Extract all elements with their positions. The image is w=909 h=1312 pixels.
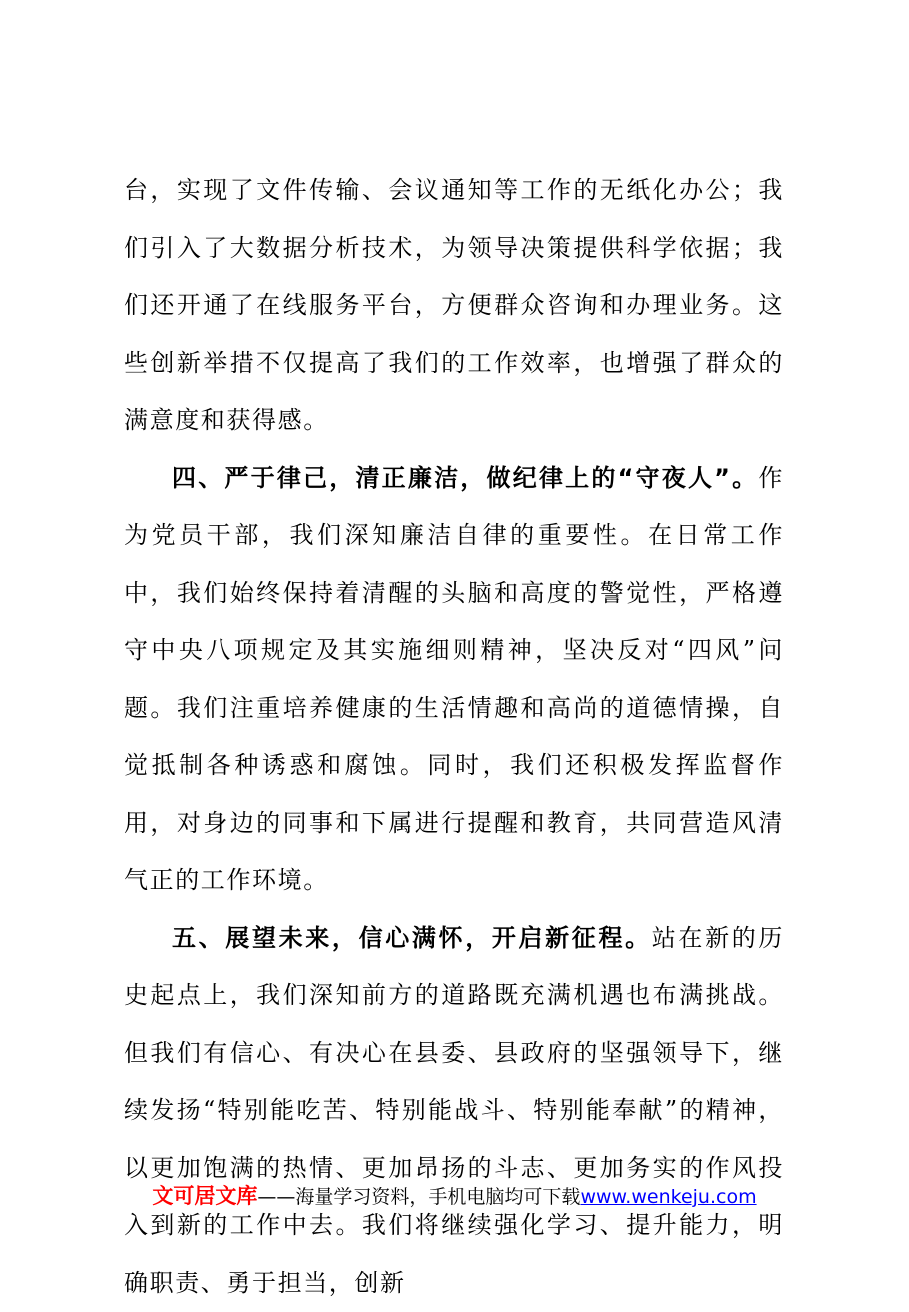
paragraph-section-five xyxy=(124,910,784,1312)
section-heading-four: 四、严于律己，清正廉洁，做纪律上的“守夜人”。 xyxy=(172,464,758,492)
paragraph-text: 台，实现了文件传输、会议通知等工作的无纸化办公；我们引入了大数据分析技术，为领导决策提供科学依据；我们还开通了在线服务平台，方便群众咨询和办理业务。这些创新举措不仅提高了我们的工作效率，也增强了群众的满意度和获得感。 xyxy=(124,176,784,434)
section-heading-five: 五、展望未来，信心满怀，开启新征程。 xyxy=(172,924,652,952)
page-footer xyxy=(0,1183,909,1210)
footer-tagline: ——海量学习资料，手机电脑均可下载 xyxy=(257,1186,580,1208)
footer-brand: 文可居文库 xyxy=(152,1184,257,1208)
paragraph-section-four xyxy=(124,450,784,910)
paragraph-text: 站在新的历史起点上，我们深知前方的道路既充满机遇也布满挑战。但我们有信心、有决心在县委、县政府的坚强领导下，继续发扬“特别能吃苦、特别能战斗、特别能奉献”的精神，以更加饱满的热情、更加昂扬的斗志、更加务实的作风投入到新的工作中去。我们将继续强化学习、提升能力，明确职责、勇于担当，创新 xyxy=(124,924,784,1297)
paragraph-continuation xyxy=(124,162,784,450)
document-body xyxy=(124,162,784,1312)
footer-website-link[interactable]: www.wenkeju.com xyxy=(580,1186,756,1208)
paragraph-text: 作为党员干部，我们深知廉洁自律的重要性。在日常工作中，我们始终保持着清醒的头脑和高度的警觉性，严格遵守中央八项规定及其实施细则精神，坚决反对“四风”问题。我们注重培养健康的生活情趣和高尚的道德情操，自觉抵制各种诱惑和腐蚀。同时，我们还积极发挥监督作用，对身边的同事和下属进行提醒和教育，共同营造风清气正的工作环境。 xyxy=(124,464,784,895)
